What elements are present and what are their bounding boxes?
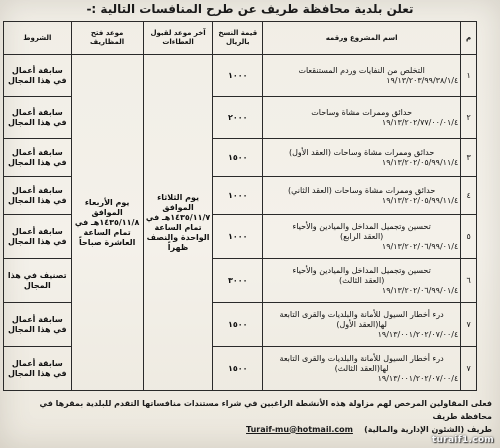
announcement-title: تعلن بلدية محافظة طريف عن طرح المنافسات التالية :-	[86, 2, 414, 16]
copy-price: ١٥٠٠	[213, 303, 263, 347]
row-num: ٧	[461, 303, 477, 347]
project-name	[263, 177, 461, 215]
project-title: تحسين وتجميل المداخل والميادين والأحياء	[292, 265, 431, 275]
row-num: ١	[461, 55, 477, 97]
project-name	[263, 139, 461, 177]
row-num: ٧	[461, 347, 477, 391]
footer-notice	[12, 398, 492, 436]
copy-price: ١٥٠٠	[213, 347, 263, 391]
header-num: م	[461, 22, 477, 55]
conditions-cell: سابقة أعمال في هذا المجال	[4, 177, 72, 215]
row-num: ٥	[461, 215, 477, 259]
tenders-table	[3, 21, 477, 391]
header-conditions: الشروط	[4, 22, 72, 55]
project-code: ١٩/١٣/٢٠٣/٩٩/٣٨/١/٤	[386, 75, 459, 85]
project-code: ١٩/١٣/٢٠٢/٠٥/٩٩/١١/٤	[381, 195, 459, 205]
project-name	[263, 215, 461, 259]
conditions-cell: سابقة أعمال في هذا المجال	[4, 303, 72, 347]
conditions-cell: سابقة أعمال في هذا المجال	[4, 215, 72, 259]
project-title: حدائق وممرات مشاة وساحات (العقد الأول)	[288, 147, 435, 157]
project-title: التخلص من النفايات وردم المستنقعات	[298, 65, 425, 75]
row-num: ٢	[461, 97, 477, 139]
project-name	[263, 55, 461, 97]
footer-city: طريف	[432, 411, 458, 421]
copy-price: ١٠٠٠	[213, 55, 263, 97]
last-date-cell: يوم الثلاثاء الموافق ١٤٣٥/١١/٧هـ في تمام الساعة الواحدة والنصف ظهراً	[143, 55, 213, 391]
footer-line-1	[12, 398, 492, 424]
header-project-name: اسم المشروع ورقمه	[263, 22, 461, 55]
project-code: ١٩/١٣/٢٠٢/٠٥/٩٩/١١/٤	[381, 157, 459, 167]
project-name	[263, 97, 461, 139]
project-code: ١٩/١٣/٠٠١/٢٠٢/٠٧/٠٠/٤	[377, 373, 459, 383]
copy-price: ٣٠٠٠	[213, 259, 263, 303]
copy-price: ١٠٠٠	[213, 215, 263, 259]
site-watermark: turaif1.com	[431, 435, 494, 445]
project-name	[263, 259, 461, 303]
header-last-date: آخر موعد لقبول العطاءات	[143, 22, 213, 55]
open-date-cell: يوم الأربعاء الموافق ١٤٣٥/١١/٨هـ في تمام الساعة العاشرة صباحاً	[71, 55, 143, 391]
table-header-row	[4, 22, 477, 55]
copy-price: ١٥٠٠	[213, 139, 263, 177]
project-name	[263, 347, 461, 391]
footer-text: فعلى المقاولين المرخص لهم مزاولة هذه الأنشطة الراغبين في شراء مستندات منافساتها التقدم للبلدية بمقرها في محافظة	[39, 399, 492, 421]
contact-email-link[interactable]: Turaif-mu@hotmail.com	[246, 424, 353, 434]
row-num: ٦	[461, 259, 477, 303]
project-title: حدائق وممرات مشاة وساحات	[311, 107, 413, 117]
table-row	[4, 55, 477, 97]
project-code: ١٩/١٣/٢٠٢/٠٦/٩٩/٠١/٤	[381, 241, 459, 251]
project-contract: (العقد الرابع)	[339, 231, 384, 241]
header-copy-price: قيمة النسخ بالريال	[213, 22, 263, 55]
conditions-cell: سابقة أعمال في هذا المجال	[4, 97, 72, 139]
footer-line-2	[12, 424, 492, 437]
row-num: ٣	[461, 139, 477, 177]
header-open-date: موعد فتح المظاريف	[71, 22, 143, 55]
project-title: درء أخطار السيول للأمانة والبلديات والقرى التابعة لها(العقد الثالث)	[279, 353, 444, 373]
conditions-cell: سابقة أعمال في هذا المجال	[4, 55, 72, 97]
project-title: درء أخطار السيول للأمانة والبلديات والقرى التابعة لها(العقد الأول)	[279, 309, 444, 329]
copy-price: ٢٠٠٠	[213, 97, 263, 139]
conditions-cell: سابقة أعمال في هذا المجال	[4, 347, 72, 391]
project-contract: (العقد الثالث)	[338, 275, 385, 285]
conditions-cell: سابقة أعمال في هذا المجال	[4, 139, 72, 177]
project-code: ١٩/١٣/٠٠١/٢٠٢/٠٧/٠٠/٤	[377, 329, 459, 339]
project-title: حدائق وممرات مشاة وساحات (العقد الثاني)	[287, 185, 436, 195]
project-code: ١٩/١٣/٢٠٢/٠٦/٩٩/٠١/٤	[381, 285, 459, 295]
project-title: تحسين وتجميل المداخل والميادين والأحياء	[292, 221, 431, 231]
row-num: ٤	[461, 177, 477, 215]
project-name	[263, 303, 461, 347]
footer-department: طريف (الشئون الإدارية والمالية)	[364, 424, 492, 434]
project-code: ١٩/١٣/٢٠٢/٧٧/٠٠/٠١/٤	[381, 117, 459, 127]
conditions-cell: تصنيف في هذا المجال	[4, 259, 72, 303]
copy-price: ١٠٠٠	[213, 177, 263, 215]
